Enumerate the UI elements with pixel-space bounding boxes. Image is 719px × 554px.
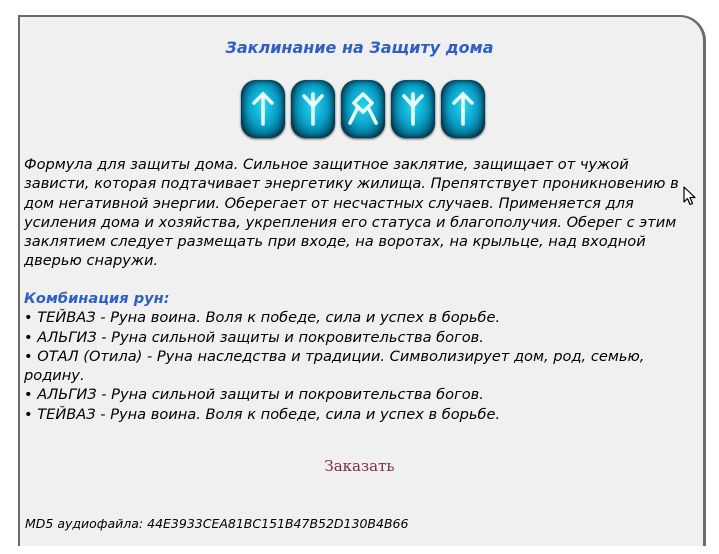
tiwaz-rune-icon [441,80,485,138]
list-item: родину. [24,367,85,385]
rune-combination-heading: Комбинация рун: [24,290,170,307]
othala-rune-icon [341,80,385,138]
description-line: усиления дома и хозяйства, укрепления его статуса и благополучия. Оберег с этим [24,213,677,231]
order-link-container [0,457,719,475]
md5-checksum: MD5 аудиофайла: 44E3933CEA81BC151B47B52D130B4B66 [25,516,409,531]
description-line: дом негативной энергии. Оберегает от несчастных случаев. Применяется для [24,194,634,212]
tiwaz-rune-icon [241,80,285,138]
description-line: зависти, которая подтачивает энергетику жилища. Препятствует проникновению в [24,175,679,193]
list-item: • ТЕЙВАЗ - Руна воина. Воля к победе, сила и успех в борьбе. [24,405,501,423]
list-item: • ОТАЛ (Отила) - Руна наследства и традиции. Символизирует дом, род, семью, [24,347,645,365]
algiz-rune-icon [291,80,335,138]
rune-combination-image [241,80,486,140]
description-line: заклятием следует размещать при входе, на воротах, на крыльце, над входной [24,233,646,251]
order-link[interactable]: Заказать [324,457,395,475]
list-item: • АЛЬГИЗ - Руна сильной защиты и покровительства богов. [24,328,484,346]
rune-combination-list [24,289,704,424]
algiz-rune-icon [391,80,435,138]
page-title: Заклинание на Защиту дома [225,38,494,57]
description-line: дверью снаружи. [24,252,159,270]
mouse-cursor-icon [683,186,697,206]
list-item: • ТЕЙВАЗ - Руна воина. Воля к победе, сила и успех в борьбе. [24,309,501,327]
list-item: • АЛЬГИЗ - Руна сильной защиты и покровительства богов. [24,386,484,404]
description-line: Формула для защиты дома. Сильное защитное заклятие, защищает от чужой [24,156,629,173]
spell-description [24,155,704,271]
